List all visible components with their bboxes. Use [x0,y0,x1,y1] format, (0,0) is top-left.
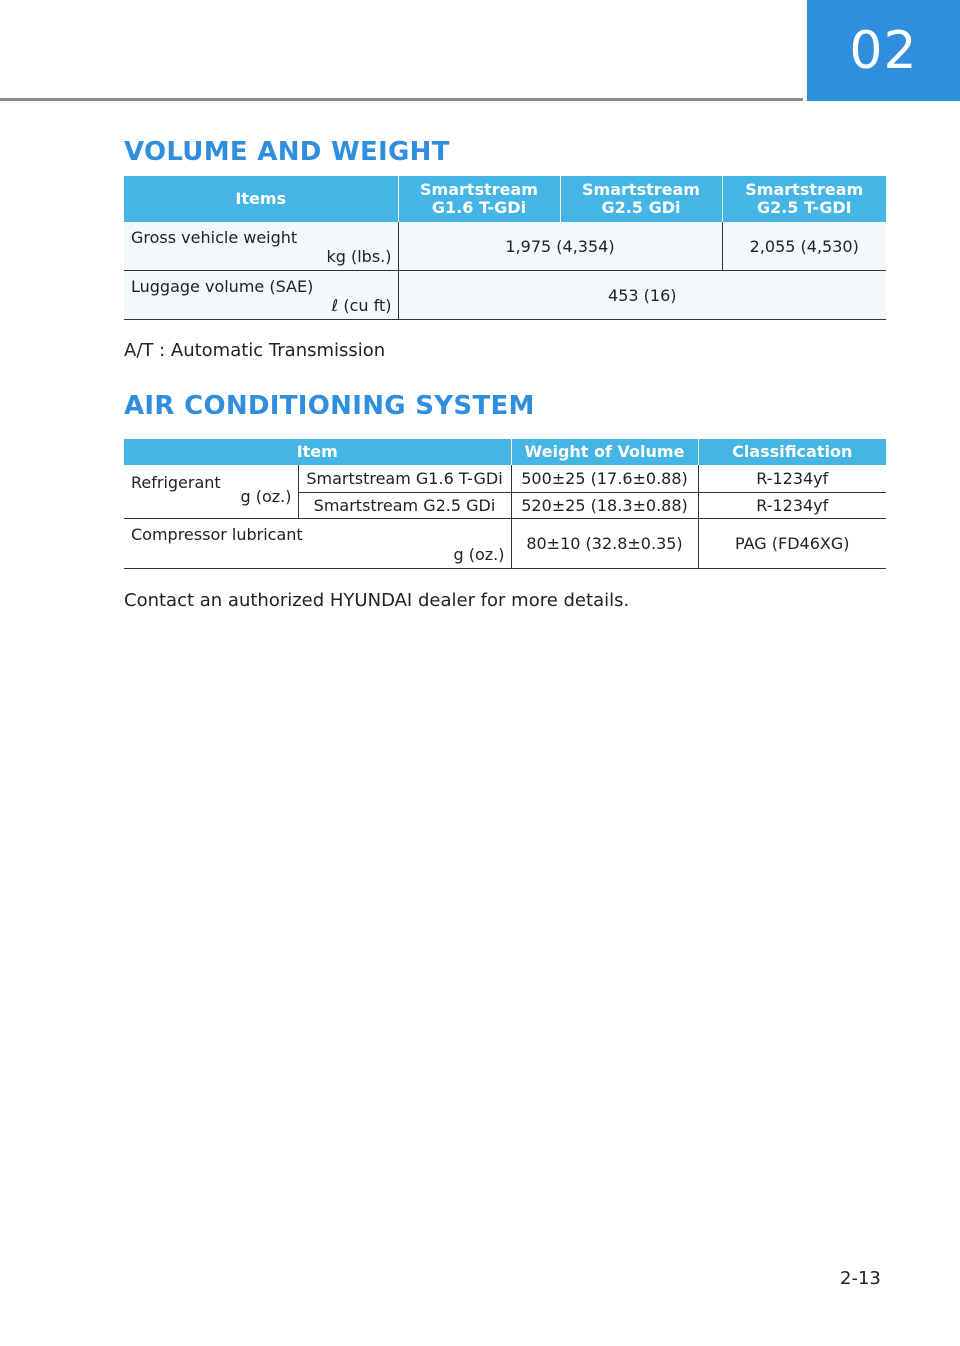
compressor-unit: g (oz.) [453,544,505,564]
refrigerant-label-cell [124,465,298,518]
col-g16-tgdi [398,176,560,222]
refrigerant-unit: g (oz.) [240,486,292,506]
table-row [124,518,886,568]
col-g25-tgdi-line1: Smartstream [745,180,864,199]
col-g25-gdi [560,176,722,222]
air-conditioning-table [124,439,886,569]
col-g16-tgdi-line2: G1.6 T-GDi [431,198,527,217]
col-classification: Classification [698,439,886,465]
header-rule [0,98,803,101]
air-conditioning-header-row [124,439,886,465]
page-number: 2-13 [840,1268,881,1289]
col-g25-tgdi [722,176,886,222]
air-conditioning-heading: AIR CONDITIONING SYSTEM [124,391,535,421]
refrigerant-class-1: R-1234yf [698,465,886,492]
table-row [124,222,886,271]
col-g25-gdi-line2: G2.5 GDi [601,198,681,217]
volume-weight-table [124,176,886,320]
gross-weight-label-cell [124,222,398,271]
compressor-label: Compressor lubricant [131,524,303,544]
col-g25-gdi-line1: Smartstream [582,180,700,199]
volume-weight-heading: VOLUME AND WEIGHT [124,137,450,167]
col-weight-of-volume: Weight of Volume [511,439,698,465]
luggage-value: 453 (16) [398,271,886,320]
refrigerant-weight-2: 520±25 (18.3±0.88) [511,492,698,518]
col-g16-tgdi-line1: Smartstream [420,180,538,199]
luggage-label: Luggage volume (SAE) [131,277,314,296]
refrigerant-engine-1: Smartstream G1.6 T-GDi [298,465,511,492]
gross-weight-label: Gross vehicle weight [131,228,298,247]
table-row [124,465,886,492]
volume-weight-header-row [124,176,886,222]
refrigerant-class-2: R-1234yf [698,492,886,518]
col-items: Items [124,176,398,222]
refrigerant-label: Refrigerant [131,473,221,492]
gross-weight-unit: kg (lbs.) [326,247,392,266]
gross-weight-value-2: 2,055 (4,530) [722,222,886,271]
luggage-label-cell [124,271,398,320]
dealer-note: Contact an authorized HYUNDAI dealer for more details. [124,590,630,611]
luggage-unit: ℓ (cu ft) [331,296,392,315]
table-row [124,271,886,320]
chapter-tab: 02 [807,0,960,101]
compressor-weight: 80±10 (32.8±0.35) [511,518,698,568]
col-item: Item [124,439,511,465]
transmission-note: A/T : Automatic Transmission [124,340,386,361]
compressor-class: PAG (FD46XG) [698,518,886,568]
refrigerant-engine-2: Smartstream G2.5 GDi [298,492,511,518]
col-g25-tgdi-line2: G2.5 T-GDI [756,198,852,217]
refrigerant-weight-1: 500±25 (17.6±0.88) [511,465,698,492]
gross-weight-value-1: 1,975 (4,354) [398,222,722,271]
compressor-label-cell [124,518,511,568]
